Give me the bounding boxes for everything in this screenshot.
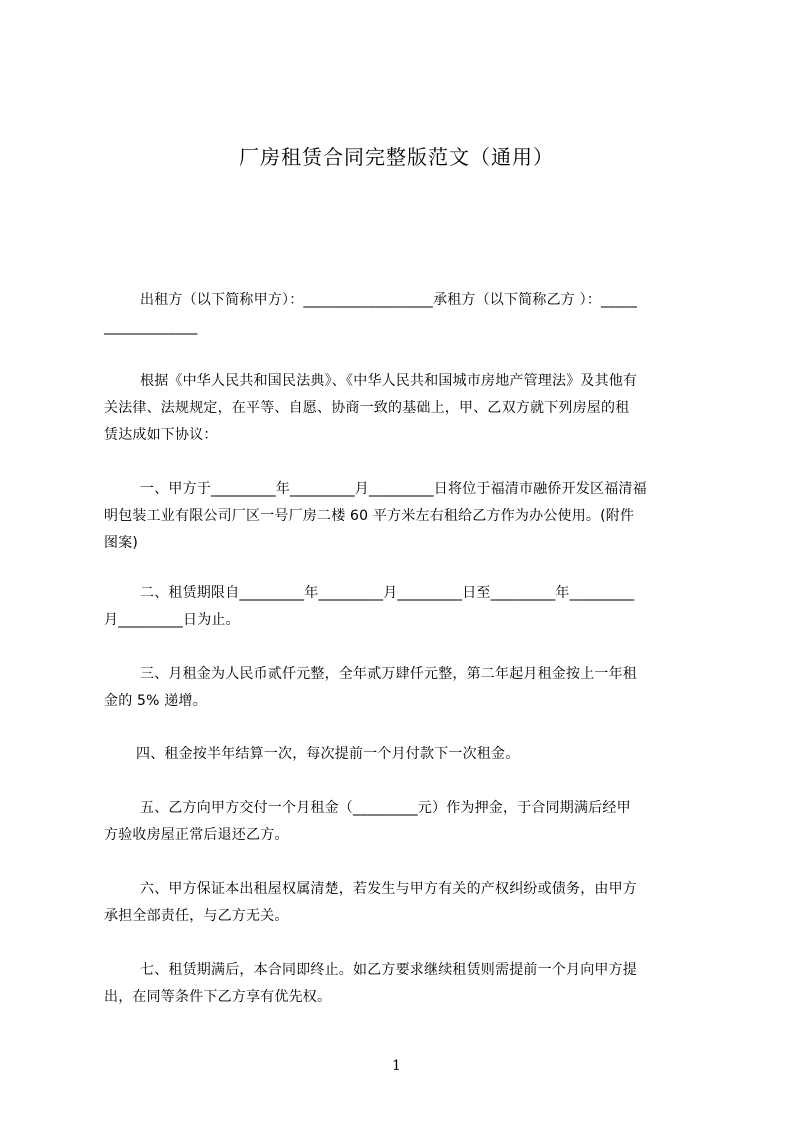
text-line: 七、租赁期满后，本合同即终止。如乙方要求继续租赁则需提前一个月向甲方提: [140, 962, 637, 978]
text-line: 一、甲方于_________年_________月_________日将位于福清市融侨开发区福清福: [140, 481, 647, 497]
text-line: 五、乙方向甲方交付一个月租金（_________元）作为押金，于合同期满后经甲: [140, 800, 631, 816]
parties-paragraph: [104, 287, 704, 341]
clause-5: [104, 795, 704, 849]
text-line: 明包装工业有限公司厂区一号厂房二楼 60 平方米左右租给乙方作为办公使用。(附件: [104, 508, 635, 524]
clause-2: [104, 580, 704, 634]
text-line: 二、租赁期限自_________年_________月_________日至_________年_________: [140, 585, 635, 601]
text-line: 关法律、法规规定，在平等、自愿、协商一致的基础上，甲、乙双方就下列房屋的租: [104, 400, 630, 416]
page-number: 1: [392, 1058, 401, 1074]
text-line: 月_________日为止。: [104, 612, 240, 628]
clause-7: [104, 957, 704, 1011]
text-line: 金的 5% 递增。: [104, 693, 207, 709]
preamble-paragraph: [104, 368, 704, 449]
document-title: 厂房租赁合同完整版范文（通用）: [239, 145, 554, 169]
text-line: 四、租金按半年结算一次，每次提前一个月付款下一次租金。: [136, 746, 520, 762]
text-line: 方验收房屋正常后退还乙方。: [104, 827, 289, 843]
clause-3: [104, 661, 704, 715]
text-line: 图案): [104, 535, 139, 551]
text-line: 出，在同等条件下乙方享有优先权。: [104, 989, 332, 1005]
text-line: 六、甲方保证本出租屋权属清楚，若发生与甲方有关的产权纠纷或债务，由甲方: [140, 881, 637, 897]
text-line: 赁达成如下协议：: [104, 427, 218, 443]
text-line: 出租方（以下简称甲方）：__________________承租方（以下简称乙方 ）：_____: [140, 292, 638, 308]
clause-6: [104, 876, 704, 930]
text-line: _____________: [104, 319, 198, 335]
text-line: 三、月租金为人民币贰仟元整，全年贰万肆仟元整，第二年起月租金按上一年租: [140, 666, 637, 682]
clause-4: [104, 741, 704, 768]
text-line: 根据《中华人民共和国民法典》、《中华人民共和国城市房地产管理法》及其他有: [140, 373, 638, 389]
clause-1: [104, 476, 704, 557]
text-line: 承担全部责任，与乙方无关。: [104, 908, 289, 924]
